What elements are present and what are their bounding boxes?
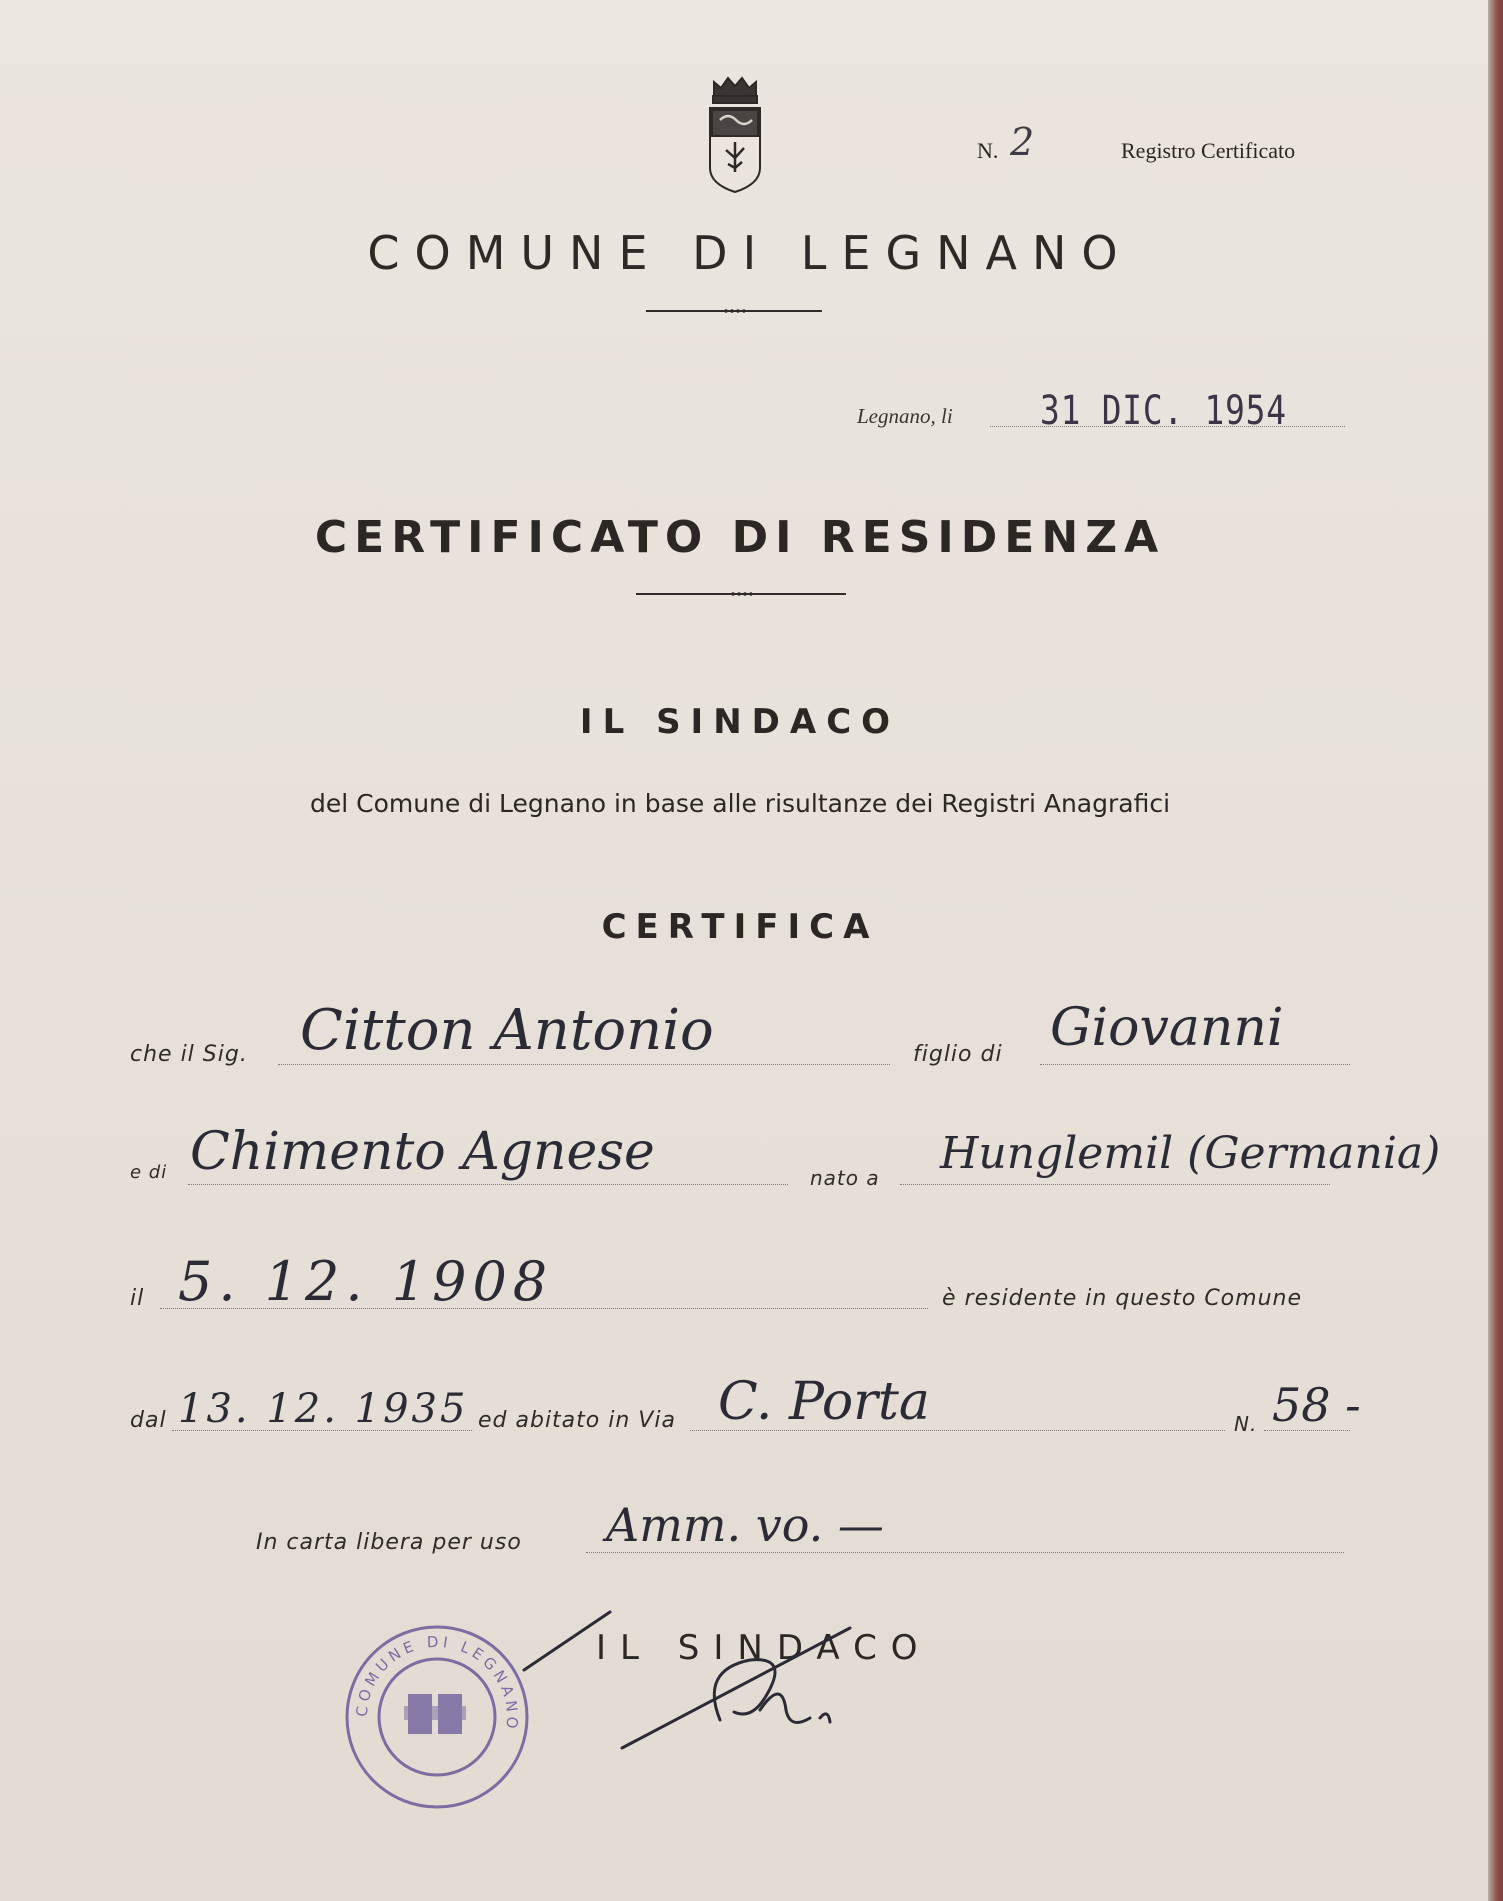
father-line	[1040, 1064, 1350, 1065]
street-label: ed abitato in Via	[478, 1408, 676, 1433]
register-number-label: N.	[977, 138, 999, 163]
birthdate-value: 5. 12. 1908	[178, 1250, 554, 1313]
father-value: Giovanni	[1050, 998, 1284, 1058]
place-label: Legnano, li	[857, 404, 953, 428]
coat-of-arms-icon	[706, 76, 764, 194]
divider	[636, 593, 846, 595]
birthplace-value: Hunglemil (Germania)	[940, 1128, 1441, 1179]
register-label: Registro Certificato	[1121, 138, 1296, 163]
intro-text: del Comune di Legnano in base alle risultanze dei Registri Anagrafici	[309, 789, 1171, 818]
since-value: 13. 12. 1935	[178, 1386, 469, 1432]
handwritten-signature	[520, 1600, 890, 1770]
issuer-heading: IL SINDACO	[579, 702, 901, 742]
house-number-value: 58 -	[1272, 1378, 1361, 1432]
register-number-value: 2	[1010, 120, 1035, 164]
use-value: Amm. vo. —	[606, 1498, 884, 1552]
birthdate-label: il	[130, 1286, 145, 1311]
house-number-label: N.	[1234, 1412, 1258, 1436]
stamp-text: COMUNE DI LEGNANO	[352, 1632, 522, 1734]
since-label: dal	[130, 1408, 167, 1433]
street-value: C. Porta	[718, 1372, 930, 1432]
use-label: In carta libera per uso	[256, 1530, 522, 1555]
name-label: che il Sig.	[130, 1042, 248, 1067]
father-label: figlio di	[913, 1042, 1003, 1067]
municipality-heading: COMUNE DI LEGNANO	[367, 226, 1133, 280]
birthplace-label: nato a	[810, 1166, 880, 1190]
mother-line	[188, 1184, 788, 1185]
name-line	[278, 1064, 890, 1065]
use-line	[586, 1552, 1344, 1553]
document-edge	[1488, 0, 1503, 1901]
document-title: CERTIFICATO DI RESIDENZA	[314, 512, 1166, 563]
mother-value: Chimento Agnese	[190, 1122, 655, 1182]
residence-label: è residente in questo Comune	[942, 1286, 1302, 1311]
official-stamp	[342, 1622, 532, 1812]
mother-label: e di	[130, 1162, 168, 1183]
divider	[646, 310, 822, 312]
date-stamp: 31 DIC. 1954	[1040, 388, 1287, 434]
certifies-heading: CERTIFICA	[601, 907, 879, 947]
signature-title: IL SINDACO	[596, 1628, 932, 1668]
birthplace-line	[900, 1184, 1330, 1185]
name-value: Citton Antonio	[300, 998, 714, 1063]
